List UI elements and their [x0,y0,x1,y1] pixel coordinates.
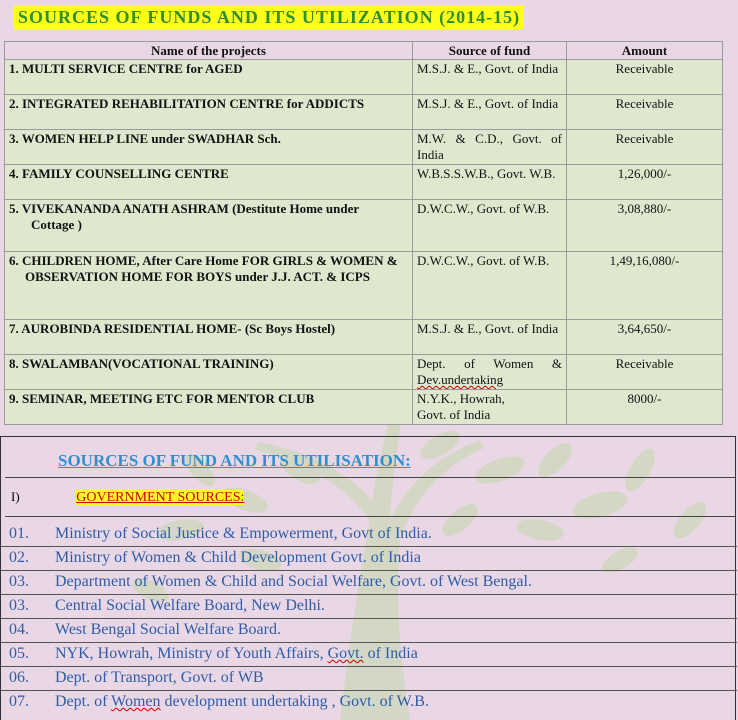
source-cell: M.S.J. & E., Govt. of India [413,95,567,130]
list-item [1,595,737,619]
amount-cell: 1,26,000/- [567,165,723,200]
amount-cell: Receivable [567,355,723,390]
divider [5,477,735,478]
table-row [5,320,723,355]
item-text: NYK, Howrah, Ministry of Youth Affairs, [55,645,324,662]
item-number: 02. [9,549,29,566]
amount-cell: Receivable [567,130,723,165]
list-item [1,547,737,571]
government-sources-heading [11,489,711,506]
header-projects: Name of the projects [5,42,413,60]
section-title: SOURCES OF FUND AND ITS UTILISATION: [58,451,411,470]
project-cell: 8. SWALAMBAN(VOCATIONAL TRAINING) [5,355,413,390]
item-text: Department of Women & Child and Social Welfare, Govt. of West Bengal. [55,573,532,590]
item-text: Ministry of Women & Child Development Govt. of India [55,549,421,566]
source-cell: D.W.C.W., Govt. of W.B. [413,252,567,320]
source-cell [413,355,567,390]
table-row [5,390,723,425]
item-number: 03. [9,573,29,590]
list-item [1,667,737,691]
amount-cell: 1,49,16,080/- [567,252,723,320]
item-number: 03. [9,597,29,614]
item-text-underlined: Women [111,693,161,710]
projects-table [4,41,723,425]
source-cell: W.B.S.S.W.B., Govt. W.B. [413,165,567,200]
table-row [5,252,723,320]
project-cell [5,200,413,252]
project-cell: 7. AUROBINDA RESIDENTIAL HOME- (Sc Boys Hostel) [5,320,413,355]
item-text: Dept. of Transport, Govt. of WB [55,669,264,686]
project-cell: 1. MULTI SERVICE CENTRE for AGED [5,60,413,95]
amount-cell: 3,08,880/- [567,200,723,252]
header-amount: Amount [567,42,723,60]
amount-cell: Receivable [567,95,723,130]
roman-numeral: I) [11,489,20,504]
project-line-cont: OBSERVATION HOME FOR BOYS under J.J. ACT. & ICPS [25,269,370,284]
sources-section [0,436,736,720]
divider [5,516,735,517]
project-line: 5. VIVEKANANDA ANATH ASHRAM (Destitute Home under [9,201,360,216]
item-text: development undertaking , Govt. of W.B. [164,693,429,710]
item-text: Ministry of Social Justice & Empowerment, Govt of India. [55,525,432,542]
project-cell: 9. SEMINAR, MEETING ETC FOR MENTOR CLUB [5,390,413,425]
title-block [14,5,524,29]
amount-cell: 3,64,650/- [567,320,723,355]
table-row [5,355,723,390]
source-line: Dept. of Women & [417,356,562,371]
list-item [1,691,737,714]
item-text: Central Social Welfare Board, New Delhi. [55,597,325,614]
list-item [1,571,737,595]
item-number: 05. [9,645,29,662]
item-number: 04. [9,621,29,638]
table-row [5,165,723,200]
item-text: of India [367,645,418,662]
item-number: 06. [9,669,29,686]
source-cell: M.W. & C.D., Govt. of India [413,130,567,165]
page-title: SOURCES OF FUNDS AND ITS UTILIZATION (2014-15) [14,5,524,29]
source-cell: M.S.J. & E., Govt. of India [413,320,567,355]
table-row [5,130,723,165]
table-row [5,200,723,252]
header-source: Source of fund [413,42,567,60]
source-line: Govt. of India [417,407,491,422]
list-item [1,643,737,667]
source-cell: M.S.J. & E., Govt. of India [413,60,567,95]
amount-cell: 8000/- [567,390,723,425]
source-line: Dev.undertaking [417,372,504,387]
project-cell: 3. WOMEN HELP LINE under SWADHAR Sch. [5,130,413,165]
amount-cell: Receivable [567,60,723,95]
item-text: Dept. of [55,693,108,710]
project-line: 6. CHILDREN HOME, After Care Home FOR GIRLS & WOMEN & [9,253,398,268]
table-row [5,60,723,95]
list-item [1,523,737,547]
table-row [5,95,723,130]
list-item [1,619,737,643]
project-cell: 4. FAMILY COUNSELLING CENTRE [5,165,413,200]
table-header-row [5,42,723,60]
project-cell: 2. INTEGRATED REHABILITATION CENTRE for ADDICTS [5,95,413,130]
item-number: 07. [9,693,29,710]
government-sources-label: GOVERNMENT SOURCES: [76,490,245,505]
project-line-cont: Cottage ) [31,217,82,232]
item-number: 01. [9,525,29,542]
source-cell: D.W.C.W., Govt. of W.B. [413,200,567,252]
item-text: West Bengal Social Welfare Board. [55,621,281,638]
source-cell [413,390,567,425]
item-text-underlined: Govt. [327,645,364,662]
project-cell [5,252,413,320]
sources-list [1,523,737,714]
source-line: N.Y.K., Howrah, [417,391,505,406]
